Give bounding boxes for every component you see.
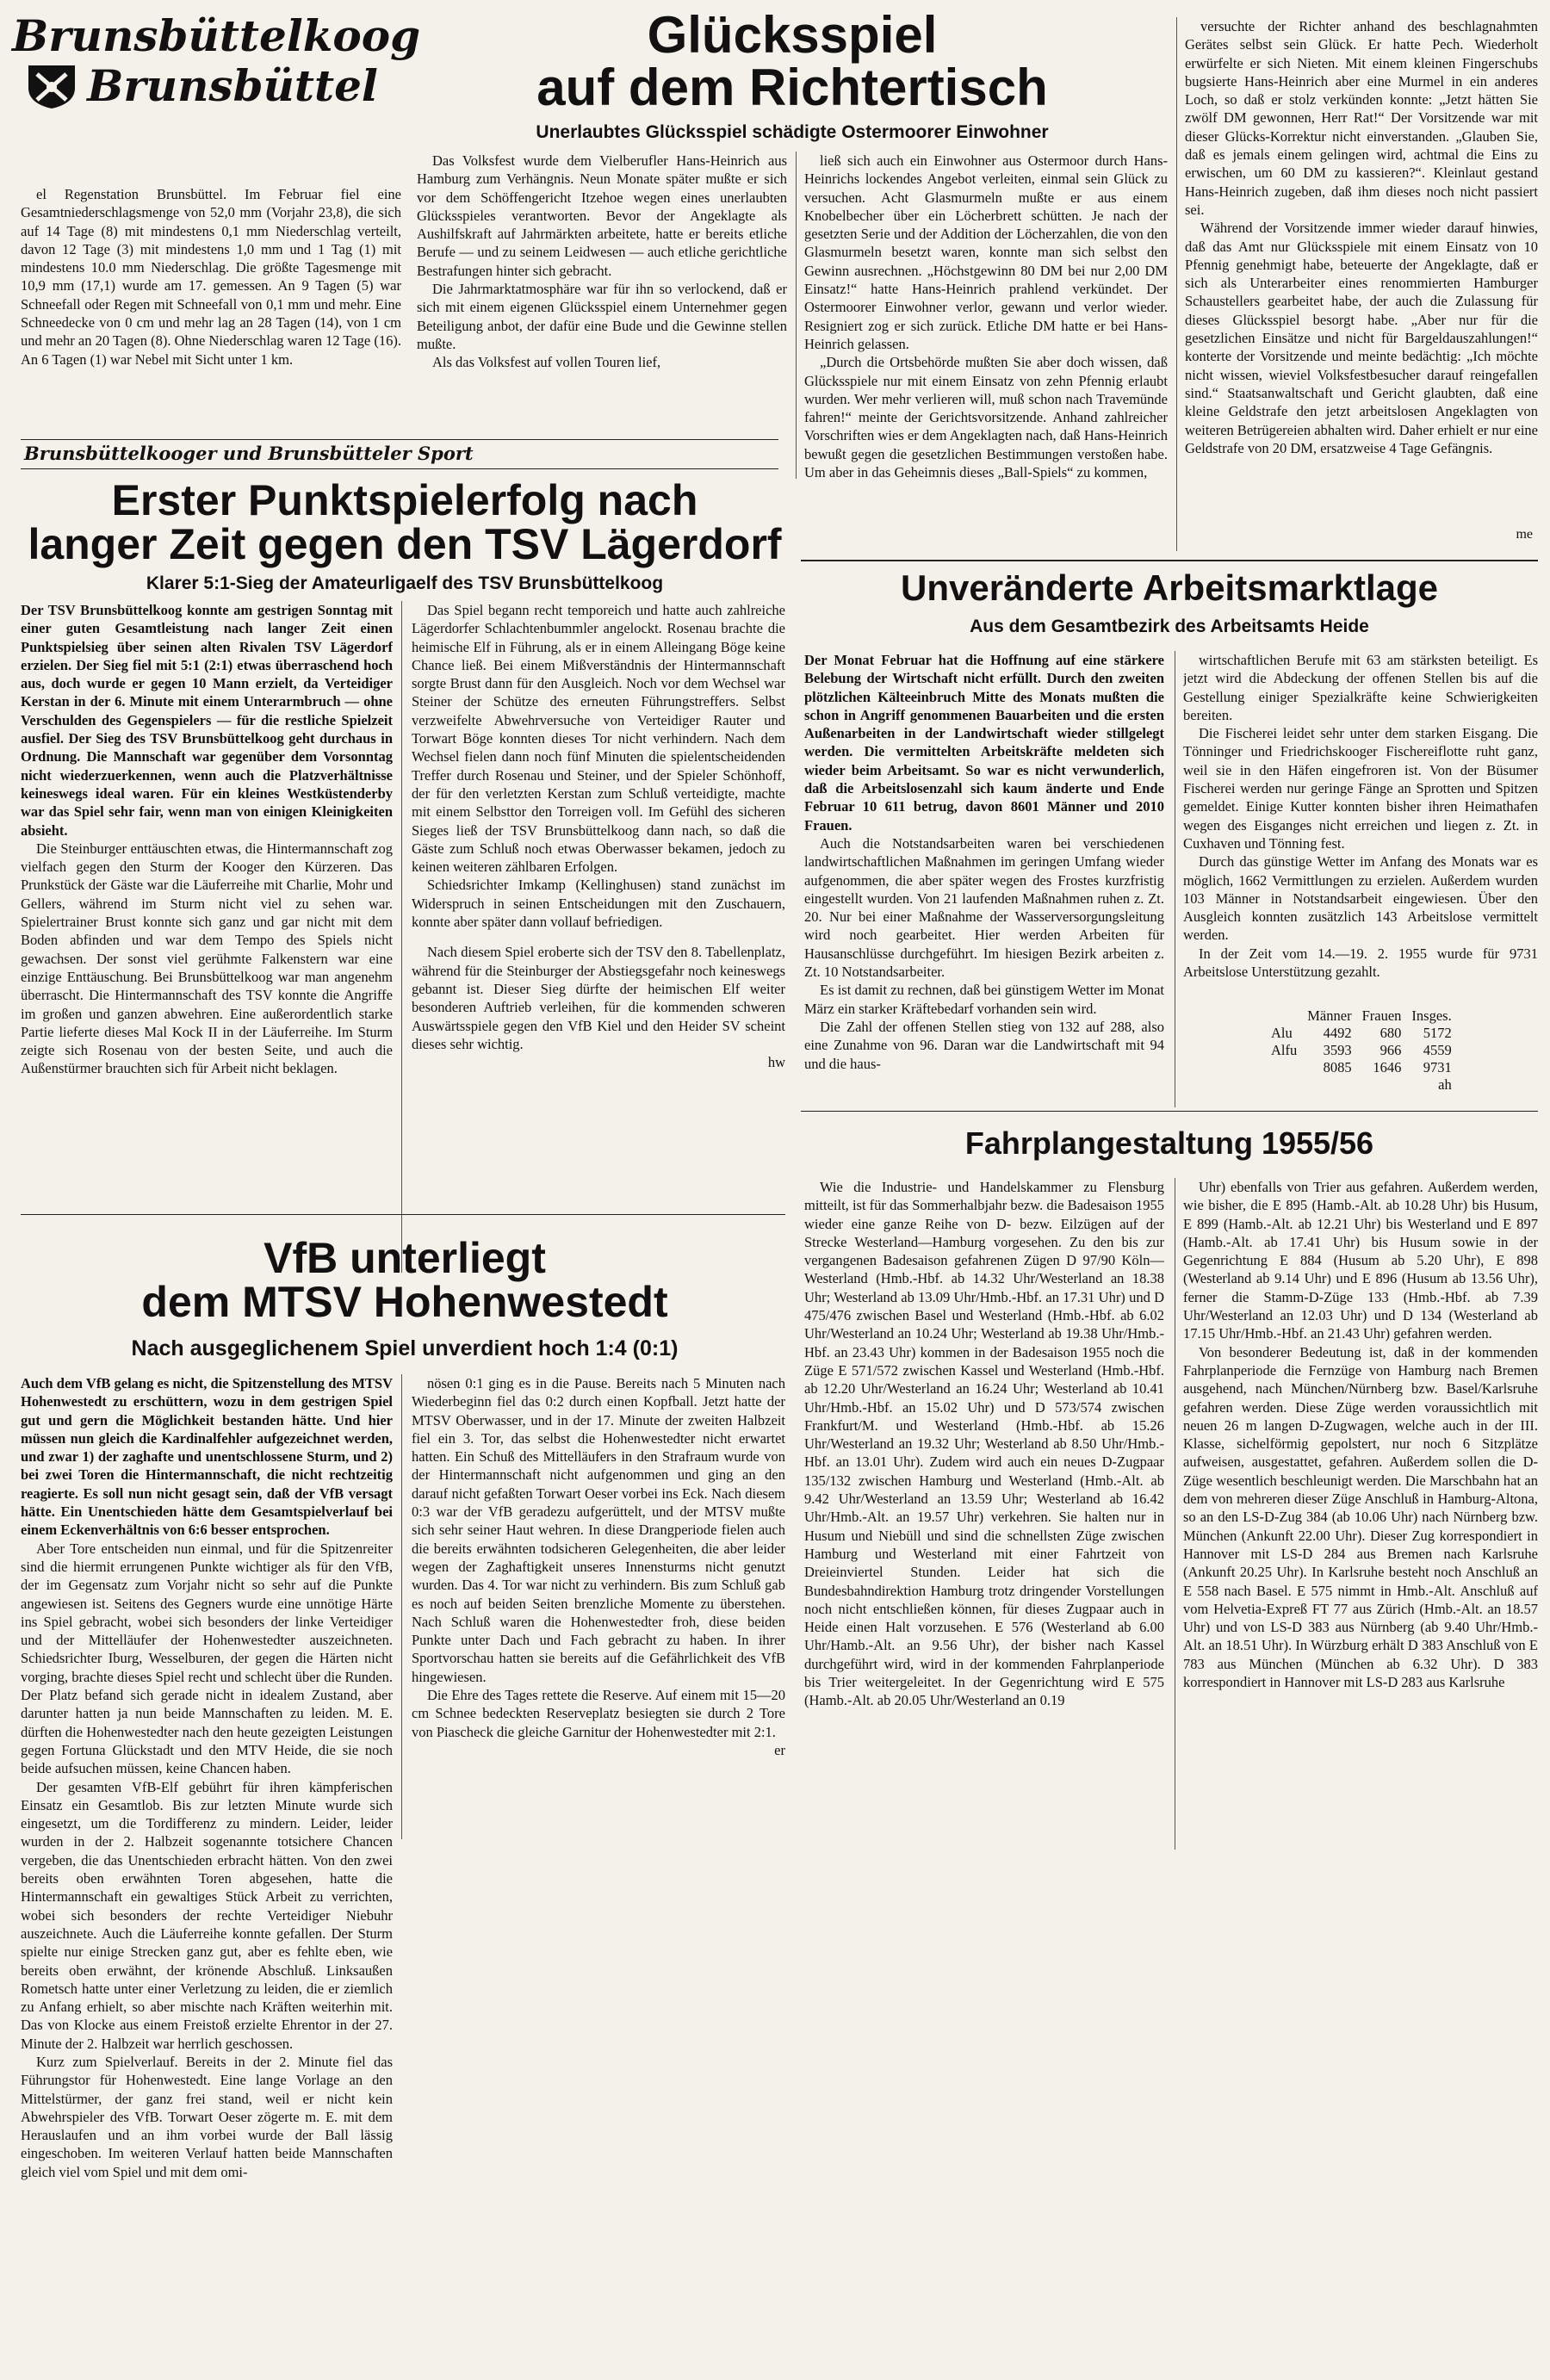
gluecksspiel-subtitle: Unerlaubtes Glücksspiel schädigte Ostermoorer Einwohner <box>536 122 1049 142</box>
masthead-line1: Brunsbüttelkoog <box>12 10 421 61</box>
punktspiel-author: hw <box>767 1054 785 1071</box>
unemployment-table: Männer Frauen Insges. Alu 4492 680 5172 Alfu 3593 966 4559 8085 1646 9731 ah <box>1266 1007 1457 1094</box>
punktspiel-headline: Erster Punktspielerfolg nach langer Zeit gegen den TSV Lägerdorf <box>28 476 782 568</box>
table-row: Alu 4492 680 5172 <box>1271 1025 1452 1041</box>
masthead-line2: Brunsbüttel <box>87 60 378 111</box>
arbeitsmarkt-col2: wirtschaftlichen Berufe mit 63 am stärksten beteiligt. Es jetzt wird die Abdeckung der offenen Stellen bis auf die Gestellung einiger Spezialkräfte keine Schwierigkeiten bereiten. Die Fischerei leidet sehr unter dem starken Eisgang. Die Tönninger und Friedrichskooger Fischereiflotte ruht ganz, weil sie in den Häfen eingefroren ist. Von der Büsumer Fischerei werden nur geringe Fänge an Sprotten und Spitzen gemeldet. Einige Kutter konnten bisher ihren Heimathafen wegen des Eisganges nicht erreichen und liegen z. Zt. in Cuxhaven und Tönning fest. Durch das günstige Wetter im Anfang des Monats war es möglich, 1662 Vermittlungen zu erzielen. Außerdem wurden 103 Männer in Notstandsarbeit eingewiesen. Über den Ausgleich konnten zusätzlich 143 Arbeitslose vermittelt werden. In der Zeit vom 14.—19. 2. 1955 wurde für 9731 Arbeitslose Unterstützung gezahlt. <box>1183 652 1538 981</box>
gluecksspiel-headline: Glücksspiel auf dem Richtertisch <box>536 6 1048 117</box>
vfb-author: er <box>774 1741 785 1758</box>
table-row: 8085 1646 9731 <box>1323 1059 1452 1075</box>
gluecksspiel-author: me <box>1516 527 1533 542</box>
fahrplan-col1: Wie die Industrie- und Handelskammer zu Flensburg mitteilt, ist für das Sommerhalbjahr bezw. die Badesaison 1955 wieder eine ganze Reihe von D- bezw. Eilzügen auf der Strecke Westerland—Hamburg vorgesehen. Zu den bis zur vergangenen Badesaison gefahrenen Zügen D 97/90 Köln—Westerland (Hmb.-Hbf. ab 14.32 Uhr/Westerland an 18.38 Uhr; Westerland ab 13.09 Uhr/Hmb.-Hbf. an 17.31 Uhr) und D 475/476 zwischen Basel und Westerland (Hmb.-Hbf. ab 6.02 Uhr/Westerland an 10.24 Uhr; Westerland ab 19.38 Uhr/Hmb.-Hbf. an 23.43 Uhr) kommen in der Badesaison 1955 noch die Züge E 571/572 zwischen Kassel und Westerland (Hmb.-Hbf. ab 12.20 Uhr/Westerland an 16.24 Uhr; Westerland ab 10.41 Uhr/Hmb.-Hbf. an 15.02 Uhr) und D 573/574 zwischen Frankfurt/M. und Westerland (Hmb.-Hbf. ab 15.26 Uhr/Westerland an 19.32 Uhr; Westerland ab 8.50 Uhr/Hmb.-Hbf. an 13.01 Uhr). Zudem wird auch ein neues D-Zugpaar 135/132 zwischen Hamburg und Westerland (Hmb.-Alt. ab 9.42 Uhr/Westerland an 13.59 Uhr; Westerland ab 16.42 Uhr/Hmb.-Alt. an 19.57 Uhr) verkehren. Sie halten nur in Husum und Niebüll und sind die schnellsten Züge zwischen Hamburg und Westerland mit einer Fahrtzeit von Dreieinviertel Stunden. Leider hat sich die Bundesbahndirektion Hamburg trotz dringender Vorstellungen noch nicht entschließen können, für dieses Zugpaar auch in Heide einen Halt vorzusehen. E 576 (Westerland ab 6.00 Uhr/Hamb.-Alt. an 9.56 Uhr), der bisher nach Kassel durchgeführt wird, wird in der kommenden Fahrplanperiode bis Trier weitergeleitet. In der Gegenrichtung wird E 575 (Hamb.-Alt. ab 20.05 Uhr/Westerland an 0.19 <box>804 1179 1164 1709</box>
gluecksspiel-col2: ließ sich auch ein Einwohner aus Ostermoor durch Hans-Heinrichs lockendes Angebot verleiten, einmal sein Glück zu versuchen. Acht Glasmurmeln mußte er aus einem Knobelbecher über ein Löcherbrett schütten. Je nach der gesetzten Serie und der Addition der Löcherzahlen, die von den Glasmurmeln besetzt waren, konnte man sich selbst den Gewinn ausrechnen. „Höchstgewinn 80 DM bei nur 2,00 DM Einsatz!“ hatte Hans-Heinrich prahlend verkündet. Der Ostermoorer Einwohner verlor, gewann und verlor wieder. Resigniert zog er sich zurück. Etliche DM hatte er bei Hans-Heinrich gelassen. „Durch die Ortsbehörde mußten Sie aber doch wissen, daß Glücksspiele nur mit einem Einsatz von zehn Pfennig erlaubt wurden. Wer mehr verlieren will, muß schon nach Travemünde fahren!“ meinte der Gerichtsvorsitzende. Anhand zahlreicher Vorschriften wies er dem Angeklagten nach, daß Hans-Heinrich bewußt gegen die gesetzlichen Bestimmungen verstoßen habe. Um aber in das Geheimnis dieses „Ball-Spiels“ zu kommen, <box>804 152 1168 481</box>
arbeitsmarkt-subtitle: Aus dem Gesamtbezirk des Arbeitsamts Heide <box>970 617 1369 636</box>
punktspiel-col1: Der TSV Brunsbüttelkoog konnte am gestrigen Sonntag mit einer guten Gesamtleistung nach langer Zeit einen Punktspielsieg über seinen alten Rivalen TSV Lägerdorf erzielen. Der Sieg fiel mit 5:1 (2:1) etwas überraschend hoch aus, doch wurde er gegen 10 Mann erzielt, da Verteidiger Kerstan in der 6. Minute mit einem Unterarmbruch — ohne Verschulden des Gegenspielers — für die restliche Spielzeit ausfiel. Der Sieg des TSV Brunsbüttelkoog geht durchaus in Ordnung. Die Mannschaft war gegenüber dem Vorsonntag nicht wiederzuerkennen, wenn auch die Platzverhältnisse keineswegs ideal waren. Für ein kleines Westküstenderby war das Spiel sehr fair, wenn man von einigen Kleinigkeiten absieht. Die Steinburger enttäuschten etwas, die Hintermannschaft zog vielfach gegen den Sturm der Kooger den Kürzeren. Das Prunkstück der Gäste war die Läuferreihe mit Charlie, Mohr und Gellers, während im Sturm nicht viel zu sehen war. Spielertrainer Brust konnte sich ganz und gar nicht mit dem Boden abfinden und war dem Tempo des Spiels nicht gewachsen. Der sonst viel gerühmte Falkenstern war eine einzige Enttäuschung. Bei Brunsbüttelkoog war man angenehm überrascht. Die Hintermannschaft des TSV konnte die Angriffe im großen und ganzen abwehren. Eine außerordentlich starke Partie lieferte dieses Mal Kock II in der Läuferreihe. Im Sturm zeigte sich Rosenau von der besten Seite, und auch die Außenstürmer brauchten sich für Arbeit nicht beklagen. <box>21 602 393 1077</box>
punktspiel-col2: Das Spiel begann recht temporeich und hatte auch zahlreiche Lägerdorfer Schlachtenbummler angelockt. Rosenau brachte die heimische Elf in Führung, als er in einem Alleingang Böge keine Chance ließ. Bei einem Mißverständnis der Hintermannschaft sorgte Brust dann für den Ausgleich. Noch vor dem Wechsel war Steiner der Schütze des erneuten Führungstreffers. Selbst verzweifelte Abwehrversuche von Verteidiger Rauter und Torwart Böge konnten dieses Tor nicht verhindern. Nach dem Wechsel fielen dann noch fünf Minuten die spielentscheidenden Treffer durch Rosenau und Steiner, und der Spieler Schönhoff, der für den verletzten Kerstan zum Schluß verteidigte, machte mit einem Selbsttor den Torreigen voll. Im Gefühl des sicheren Sieges ließ der TSV Brunsbüttelkoog dann nach, so daß die Gäste zum Schluß noch etwas Oberwasser bekamen, jedoch zu keinen weiteren zählbaren Erfolgen. Schiedsrichter Imkamp (Kellinghusen) stand zunächst im Widerspruch in seinen Entscheidungen mit den Zuschauern, konnte aber später dann vollauf befriedigen. Nach diesem Spiel eroberte sich der TSV den 8. Tabellenplatz, während für die Steinburger der Abstiegsgefahr noch keineswegs gebannt ist. Dieser Sieg dürfte der heimischen Elf weiter besonderen Auftrieb verleihen, für die kommenden schweren Auswärtsspiele gegen den VfB Kiel und den Heider SV scheint dieses sehr wichtig. hw <box>412 602 785 1071</box>
coat-of-arms-icon <box>25 62 78 110</box>
punktspiel-subtitle: Klarer 5:1-Sieg der Amateurligaelf des TSV Brunsbüttelkoog <box>146 573 664 593</box>
vfb-col1: Auch dem VfB gelang es nicht, die Spitzenstellung des MTSV Hohenwestedt zu erschüttern, wozu in dem gestrigen Spiel gut und gern die Möglichkeit bestanden hätte. Und hier müssen nun gleich die Kardinalfehler aufgezeichnet werden, und zwar 1) der zaghafte und unentschlossene Sturm, und 2) bei zwei Toren die Hintermannschaft, die nicht rechtzeitig reagierte. Es soll nun nicht gesagt sein, daß der VfB versagt hätte. Ein Unentschieden hätte dem Gesamtspielverlauf bei einem Eckenverhältnis von 6:6 besser entsprochen. Aber Tore entscheiden nun einmal, und für die Spitzenreiter sind die hiermit errungenen Punkte wichtiger als für den VfB, der im Gegensatz zum Vorjahr nicht so sehr auf die Punkte angewiesen ist. Seitens des Gegners wurde eine unnötige Härte ins Spiel gebracht, wobei sich besonders der linke Verteidiger und der Mittelläufer der Hohenwestedter auszeichneten. Schiedsrichter Iburg, Wesselburen, der gegen die Härten nicht vorging, brachte dieses Spiel recht und schlecht über die Runden. Der Platz befand sich gerade nicht in idealem Zustand, aber darunter hatten ja nun beide Mannschaften zu leiden. M. E. dürften die Hohenwestedter nach den heute gezeigten Leistungen gegen Fortuna Glückstadt und den MTV Heide, die sie noch beide aufsuchen müssen, keine Chancen haben. Der gesamten VfB-Elf gebührt für ihren kämpferischen Einsatz ein Gesamtlob. Bis zur letzten Minute wurde sich eingesetzt, um die Tordifferenz zu mindern. Leider, leider wurden in der 2. Halbzeit sogenannte totsichere Chancen vergeben, die das Unentschieden erbracht hätten. Von den zwei bereits oben erwähnten Toren abgesehen, hatte die Hintermannschaft ein gewaltiges Stück Arbeit zu verrichten, wobei sich besonders der rechte Verteidiger Niebuhr auszeichnete. Auch die Läuferreihe konnte gefallen. Der Sturm spielte nur einige Strecken ganz gut, aber es fehlte eben, wie bereits oben erwähnt, der krönende Abschluß. Linksaußen Rometsch hatte unter einer Verletzung zu leiden, die er ziemlich zu Anfang erhielt, so aber mischte nach Kräften weiterhin mit. Das von Klocke aus einem Freistoß erzielte Ehrentor in der 27. Minute der 2. Halbzeit war herrlich geschossen. Kurz zum Spielverlauf. Bereits in der 2. Minute fiel das Führungstor für Hohenwestedt. Eine lange Vorlage an den Mittelstürmer, der ganz frei stand, weil er nicht kein Abwehrspieler des VfB. Torwart Oeser zögerte m. E. mit dem Herauslaufen und an ihm vorbei wurde der Ball lässig eingeschoben. Im weiteren Verlauf hatten beide Mannschaften gleich viel vom Spiel und mit dem omi- <box>21 1375 393 2180</box>
masthead <box>12 10 421 111</box>
gluecksspiel-col1: Das Volksfest wurde dem Vielberufler Hans-Heinrich aus Hamburg zum Verhängnis. Neun Monate später mußte er sich vor dem Schöffengericht Itzehoe wegen eines unerlaubten Glücksspieles verantworten. Bevor der Angeklagte als Aushilfskraft auf Jahrmärkten arbeitete, hatte er bereits etliche Berufe — und zu seinem Leidwesen — auch etliche gerichtliche Bestrafungen hinter sich gebracht. Die Jahrmarktatmosphäre war für ihn so verlockend, daß er sich mit einem eigenen Glücksspiel einem Unternehmer gegen Beteiligung anbot, der dafür eine Bude und die Gewinne stellen mußte. Als das Volksfest auf vollen Touren lief, <box>417 152 787 371</box>
gluecksspiel-col3: versuchte der Richter anhand des beschlagnahmten Gerätes selbst sein Glück. Er hatte Pech. Wiederholt erwürfelte er sich Nieten. Mit einem kleinen Fingerschubs bugsierte Hans-Heinrich aber eine Murmel in ein anderes Loch, so daß er stolz verkünden konnte: „Jetzt hätten Sie zwölf DM gewonnen, Herr Rat!“ Der Vorsitzende war mit dieser Glücks-Korrektur nicht einverstanden. „Glauben Sie, daß es jemals einem gelingen wird, achtmal die Eins zu erwischen, um 60 DM zu kassieren?“. Kleinlaut gestand Hans-Heinrich zugeben, daß ihm dieses noch nicht passiert sei. Während der Vorsitzende immer wieder darauf hinwies, daß das Amt nur Glücksspiele mit einem Einsatz von 10 Pfennig genehmigt habe, beteuerte der Angeklagte, daß er sich als Unterarbeiter eines renommierten Hamburger Schaustellers gearbeitet habe, der auch die Zulassung für dieses Glücksspiel besorgt habe. „Aber nur für die gesetzlichen Einsätze und nicht für Bargeldauszahlungen!“ konterte der Vorsitzende und meinte bedächtig: „Ich möchte nicht wissen, wieviel Volksfestbesucher darauf reingefallen sind.“ Staatsanwaltschaft und Gericht glaubten, daß eine kleine Geldstrafe den jetzt arbeitslosen Angeklagten von weiteren Betrügereien abhalten wird. Daher erhielt er nur eine Geldstrafe von 20 DM, ersatzweise 4 Tage Gefängnis. <box>1185 18 1538 456</box>
vfb-headline: VfB unterliegt dem MTSV Hohenwestedt <box>141 1234 668 1326</box>
arbeitsmarkt-headline: Unveränderte Arbeitsmarktlage <box>900 567 1438 608</box>
table-row: Alfu 3593 966 4559 <box>1271 1042 1452 1058</box>
arbeitsmarkt-author: ah <box>1438 1076 1452 1093</box>
fahrplan-col2: Uhr) ebenfalls von Trier aus gefahren. Außerdem werden, wie bisher, die E 895 (Hamb.-Alt. ab 10.28 Uhr) bis Husum, E 899 (Hamb.-Alt. ab 12.21 Uhr) bis Westerland und E 897 (Hamb.-Alt. ab 17.41 Uhr) bis Husum sowie in der Gegenrichtung E 884 (Husum ab 5.20 Uhr), E 898 (Westerland ab 9.14 Uhr) und E 896 (Husum ab 13.56 Uhr), ferner die Stamm-D-Züge 133 (Hmb.-Hbf. ab 7.39 Uhr/Westerland an 12.03 Uhr) und D 134 (Westerland ab 17.15 Uhr/Hmb.-Hbf. an 21.43 Uhr) gefahren werden. Von besonderer Bedeutung ist, daß in der kommenden Fahrplanperiode die Fernzüge von Hamburg nach Bremen ausgehend, nach München/Nürnberg bzw. Basel/Karlsruhe gefahren werden. Diese Züge werden voraussichtlich mit neuen 26 m langen D-Zugwagen, welche auch in der III. Klasse, sichelförmig gepolstert, nur noch 6 Sitzplätze aufweisen, ausgestattet, gefahren. Außerdem sollen die D-Züge wesentlich beschleunigt werden. Die Marschbahn hat an dem von mehreren dieser Züge Anschluß in Hamburg-Altona, so an den LS-D-Zug 384 (ab 10.06 Uhr) nach Nürnberg bzw. München (Ankunft 22.00 Uhr). Dieser Zug korrespondiert in Hannover mit LS-D 284 aus Bremen nach Karlsruhe (Ankunft 20.25 Uhr). In Karlsruhe besteht noch Anschluß an E 558 nach Basel. E 575 nimmt in Hmb.-Alt. Anschluß auf vom Helvetia-Expreß FT 77 aus Zürich (Hmb.-Alt. an 18.57 Uhr) und von LS-D 383 aus Nürnberg (ab 9.40 Uhr/Hmb.-Alt. an 18.51 Uhr). In Würzburg erhält D 383 Anschluß von E 783 aus München (München ab 6.32 Uhr). D 383 korrespondiert in Hannover mit LS-D 283 aus Karlsruhe <box>1183 1179 1538 1691</box>
weather-report: el Regenstation Brunsbüttel. Im Februar fiel eine Gesamtniederschlagsmenge von 52,0 mm (Vorjahr 23,8), die sich auf 14 Tage (8) mit mindestens 0,1 mm Niederschlag verteilt, davon 12 Tage (3) mit mindestens 1,0 mm und 1 Tag (1) mit mindestens 10.0 mm Niederschlag. Die größte Tagesmenge mit 10,9 mm (17,1) wurde am 17. gemessen. An 9 Tagen (5) war Schneefall oder Regen mit Schneefall von 0,1 mm und mehr. Eine Schneedecke von 0 cm und mehr lag an 28 Tagen (14), von 1 cm und mehr an 20 Tagen (8). Ohne Niederschlag waren 12 Tage (16). An 6 Tagen (1) war Nebel mit Sicht unter 1 km. <box>21 186 401 368</box>
vfb-subtitle: Nach ausgeglichenem Spiel unverdient hoch 1:4 (0:1) <box>131 1336 679 1360</box>
vfb-col2: nösen 0:1 ging es in die Pause. Bereits nach 5 Minuten nach Wiederbeginn fiel das 0:2 durch einen Kopfball. Jetzt hatte der MTSV Oberwasser, und in der 17. Minute der zweiten Halbzeit fiel ein 3. Tor, das selbst die Hohenwestedter nicht erwartet hatten. Ein Schuß des Mittelläufers in den Strafraum wurde von der Hintermannschaft nicht aufgenommen und ging an den darauf nicht gefaßten Torwart Oeser vorbei ins Eck. Nach diesem 0:3 war der VfB geradezu aufgerüttelt, und der MTSV mußte sich sehr seiner Haut wehren. In diese Drangperiode fielen auch die bereits erwähnten todsicheren Gelegenheiten, die aber leider wegen der Zaghaftigkeit unseres Innensturms nicht genutzt wurden. Das 4. Tor war nicht zu verhindern. Bis zum Schluß gab es noch auf beiden Seiten brenzliche Momente zu überstehen. Nach Schluß waren die Hohenwestedter froh, diese beiden Punkte unter Dach und Fach gebracht zu haben. In ihrer Sportvorschau hatten sie bereits auf die Gefährlichkeit des VfB hingewiesen. Die Ehre des Tages rettete die Reserve. Auf einem mit 15—20 cm Schnee bedeckten Reserveplatz besiegten sie durch 2 Tore von Piascheck die gleiche Garnitur der Hohenwestedter mit 2:1. er <box>412 1375 785 1758</box>
arbeitsmarkt-col1: Der Monat Februar hat die Hoffnung auf eine stärkere Belebung der Wirtschaft nicht erfüllt. Durch den zweiten plötzlichen Kälteeinbruch Mitte des Monats mußten die schon in Angriff genommenen Bauarbeiten und die ersten Außenarbeiten in der Landwirtschaft wieder stillgelegt werden. Die vermittelten Arbeitskräfte meldeten sich wieder beim Arbeitsamt. So war es nicht verwunderlich, daß die Arbeitslosenzahl sich kaum änderte und Ende Februar 10 611 betrug, davon 8601 Männer und 2010 Frauen. Auch die Notstandsarbeiten waren bei verschiedenen landwirtschaftlichen Maßnahmen im geringen Umfang wieder aufgenommen, die aber später wegen des Frostes kurzfristig eingestellt wurden. Von 21 laufenden Maßnahmen ruhen z. Zt. 20. Nur bei einer Maßnahme der Wasserversorgungsleitung wird noch gearbeitet. Hier werden Arbeiten für Hausanschlüsse durchgeführt. Im hiesigen Bezirk arbeiten z. Zt. 10 Notstandsarbeiter. Es ist damit zu rechnen, daß bei günstigem Wetter im Monat März ein starker Kräftebedarf vorhanden sein wird. Die Zahl der offenen Stellen stieg von 132 auf 288, also eine Zunahme von 96. Daran war die Landwirtschaft mit 94 und die haus- <box>804 652 1164 1072</box>
sport-banner: Brunsbüttelkooger und Brunsbütteler Sport <box>24 443 474 464</box>
fahrplan-headline: Fahrplangestaltung 1955/56 <box>964 1125 1374 1161</box>
